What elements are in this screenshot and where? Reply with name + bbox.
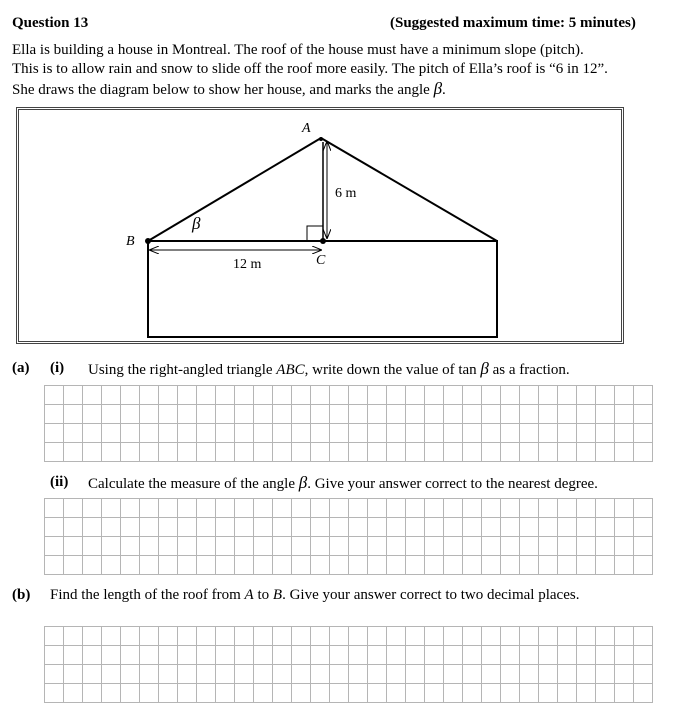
part-b-b: B xyxy=(272,587,283,603)
question-title: Question 13 xyxy=(12,15,89,31)
part-a-ii-beta: β xyxy=(298,473,308,492)
part-a-i-abc: ABC xyxy=(276,362,305,378)
part-a-letter: (a) xyxy=(12,360,30,376)
label-beta: β xyxy=(192,214,201,233)
point-b xyxy=(145,238,151,244)
part-a-ii-pre: Calculate the measure of the angle xyxy=(88,476,299,492)
label-height: 6 m xyxy=(335,186,357,201)
part-b-post: . Give your answer correct to two decimal places. xyxy=(282,587,580,603)
point-a xyxy=(319,137,323,141)
label-b: B xyxy=(126,234,135,249)
point-c xyxy=(320,238,326,244)
time-note: (Suggested maximum time: 5 minutes) xyxy=(390,15,636,31)
part-b-a: A xyxy=(244,587,254,603)
part-b-text xyxy=(50,587,579,604)
intro-line-2: This is to allow rain and snow to slide off the roof more easily. The pitch of Ella’s roof is “6 in 12”. xyxy=(12,61,608,77)
label-a: A xyxy=(302,121,311,136)
beta-symbol: β xyxy=(433,79,443,98)
part-a-ii-num: (ii) xyxy=(50,474,69,490)
part-a-i-beta: β xyxy=(480,359,489,378)
roof-left-line xyxy=(148,138,321,241)
part-a-i-pre: Using the right-angled triangle xyxy=(88,362,277,378)
answer-grid-a-ii[interactable] xyxy=(44,498,653,575)
right-angle-mark xyxy=(307,226,323,241)
part-a-i-post: as a fraction. xyxy=(488,362,570,378)
intro-line-3-end: . xyxy=(442,82,446,98)
part-b-pre: Find the length of the roof from xyxy=(50,587,245,603)
answer-grid-b[interactable] xyxy=(44,626,653,703)
part-a-i-num: (i) xyxy=(50,360,65,376)
part-b-mid: to xyxy=(253,587,273,603)
label-base: 12 m xyxy=(233,257,262,272)
answer-grid-a-i[interactable] xyxy=(44,385,653,462)
part-a-ii-text xyxy=(88,474,598,493)
part-a-ii-post: . Give your answer correct to the nearest degree. xyxy=(307,476,598,492)
label-c: C xyxy=(316,253,326,268)
intro-line-3-text: She draws the diagram below to show her house, and marks the angle xyxy=(12,82,430,98)
part-b-letter: (b) xyxy=(12,587,31,603)
part-a-i-text xyxy=(88,360,570,379)
intro-line-1: Ella is building a house in Montreal. The roof of the house must have a minimum slope (pitch). xyxy=(12,42,584,58)
part-a-i-mid: , write down the value of tan xyxy=(304,362,481,378)
